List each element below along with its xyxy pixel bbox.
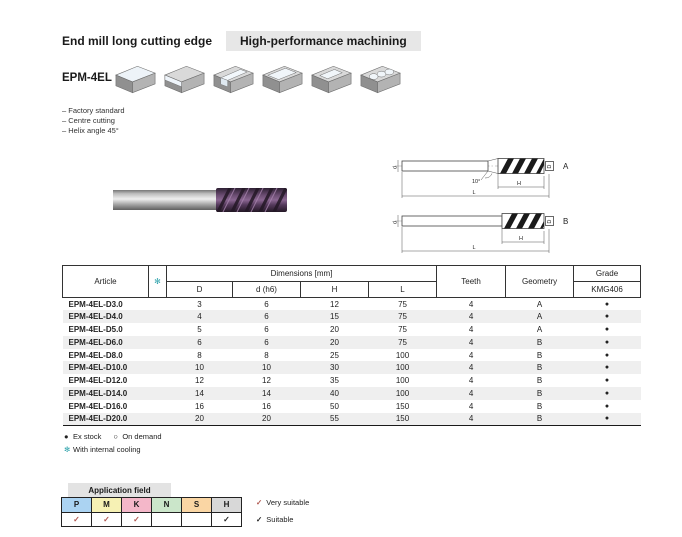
dim-label-l: L: [472, 190, 476, 196]
suitable-label: Suitable: [266, 515, 294, 524]
shank-diameter-cell: 6: [264, 337, 269, 347]
cutting-length-cell: 40: [330, 388, 339, 398]
table-row: [63, 323, 641, 336]
ex-stock-icon: ●: [64, 432, 69, 441]
table-row: [63, 336, 641, 349]
geometry-cell: A: [536, 324, 543, 334]
diameter-cell: 6: [197, 337, 202, 347]
suitability-check: [182, 512, 212, 527]
cooling-label: With internal cooling: [73, 445, 141, 454]
table-row: [63, 387, 641, 400]
diameter-cell: 12: [195, 376, 204, 386]
geometry-cell: B: [536, 350, 543, 360]
stock-indicator: ●: [604, 313, 610, 321]
suitability-legend: [256, 494, 309, 528]
stock-indicator: ●: [604, 389, 610, 397]
diagram-b: [392, 201, 572, 257]
application-group-label: H: [212, 498, 242, 513]
geometry-cell: A: [536, 312, 543, 322]
cooling-cell: [149, 387, 167, 400]
suitable-line: [256, 511, 309, 528]
overall-length-cell: 75: [398, 312, 407, 322]
diameter-cell: 3: [197, 299, 202, 309]
cooling-cell: [149, 310, 167, 323]
contour-milling-icon: [308, 59, 355, 99]
feature-note: – Centre cutting: [62, 116, 115, 125]
stock-indicator: ●: [604, 300, 610, 308]
shank-diameter-cell: 12: [262, 376, 271, 386]
table-row: [63, 361, 641, 374]
stock-legend-line: [64, 430, 162, 443]
stock-indicator: ●: [604, 351, 610, 359]
table-row: [63, 374, 641, 387]
column-header-grade-value: KMG406: [574, 282, 641, 298]
teeth-cell: 4: [468, 376, 474, 386]
cutting-length-cell: 25: [330, 350, 339, 360]
application-group-label: P: [62, 498, 92, 513]
column-header-article: Article: [63, 266, 149, 298]
feature-note: – Helix angle 45°: [62, 126, 119, 135]
shank-diameter-cell: 20: [262, 414, 271, 424]
cutting-length-cell: 20: [330, 337, 339, 347]
teeth-cell: 4: [468, 337, 474, 347]
geometry-cell: A: [536, 299, 543, 309]
column-group-dimensions: Dimensions [mm]: [167, 266, 437, 282]
application-field-table: [61, 497, 242, 527]
angle-label: 10°: [472, 179, 481, 185]
dim-label-d: d: [392, 165, 399, 169]
cooling-cell: [149, 374, 167, 387]
shank-diameter-cell: 6: [264, 312, 269, 322]
shank-diameter-cell: 16: [262, 401, 271, 411]
category-badge: High-performance machining: [226, 31, 421, 51]
overall-length-cell: 100: [395, 388, 410, 398]
article-cell: EPM-4EL-D8.0: [68, 350, 123, 360]
dim-label-D: D: [547, 219, 553, 224]
application-field-header-row: [62, 498, 242, 513]
diameter-cell: 16: [195, 401, 204, 411]
cooling-cell: [149, 336, 167, 349]
cutting-length-cell: 15: [330, 312, 339, 322]
table-header: [63, 266, 641, 298]
overall-length-cell: 75: [398, 324, 407, 334]
table-row: [63, 400, 641, 413]
cooling-cell: [149, 400, 167, 413]
feature-note: – Factory standard: [62, 106, 125, 115]
specification-table: [62, 265, 641, 426]
diameter-cell: 5: [197, 324, 202, 334]
overall-length-cell: 75: [398, 337, 407, 347]
end-mill-photo: [113, 185, 290, 215]
cutting-length-cell: 30: [330, 363, 339, 373]
article-cell: EPM-4EL-D5.0: [68, 324, 123, 334]
column-header-grade: Grade: [574, 266, 641, 282]
dim-label-h: H: [517, 181, 521, 187]
geometry-cell: B: [536, 414, 543, 424]
stock-indicator: ●: [604, 377, 610, 385]
column-header-L: L: [369, 282, 437, 298]
article-cell: EPM-4EL-D20.0: [68, 414, 128, 424]
diameter-cell: 14: [195, 388, 204, 398]
face-milling-icon: [112, 59, 159, 99]
geometry-b-label: B: [563, 217, 569, 226]
diameter-cell: 4: [197, 312, 202, 322]
slot-milling-icon: [210, 59, 257, 99]
stock-indicator: ●: [604, 325, 610, 333]
cooling-cell: [149, 349, 167, 362]
application-icons: [112, 59, 404, 99]
cooling-legend-line: [64, 443, 162, 456]
cutting-length-cell: 20: [330, 324, 339, 334]
application-group-label: K: [122, 498, 152, 513]
dim-label-h: H: [519, 236, 523, 242]
table-row: [63, 310, 641, 323]
internal-cooling-icon: ✻: [64, 445, 71, 454]
diameter-cell: 20: [195, 414, 204, 424]
diameter-cell: 10: [195, 363, 204, 373]
overall-length-cell: 100: [395, 350, 410, 360]
column-header-H: H: [301, 282, 369, 298]
cutting-length-cell: 12: [330, 299, 339, 309]
stock-indicator: ●: [604, 338, 610, 346]
teeth-cell: 4: [468, 324, 474, 334]
product-row: [62, 59, 404, 99]
teeth-cell: 4: [468, 312, 474, 322]
table-body: [63, 298, 641, 426]
suitability-check: ✓: [212, 512, 242, 527]
cutting-length-cell: 35: [330, 376, 339, 386]
suitability-check: ✓: [62, 512, 92, 527]
plunge-milling-icon: [357, 59, 404, 99]
article-cell: EPM-4EL-D10.0: [68, 363, 128, 373]
suitability-check: ✓: [92, 512, 122, 527]
dim-label-l: L: [472, 245, 476, 251]
article-cell: EPM-4EL-D4.0: [68, 312, 123, 322]
diagram-a: [392, 146, 572, 202]
very-suitable-check-icon: ✓: [256, 498, 263, 507]
very-suitable-label: Very suitable: [266, 498, 310, 507]
table-row: [63, 349, 641, 362]
teeth-cell: 4: [468, 299, 474, 309]
geometry-cell: B: [536, 388, 543, 398]
column-header-teeth: Teeth: [437, 266, 506, 298]
page-title: End mill long cutting edge: [62, 34, 212, 48]
ex-stock-label: Ex stock: [73, 432, 102, 441]
teeth-cell: 4: [468, 414, 474, 424]
geometry-cell: B: [536, 337, 543, 347]
geometry-a-label: A: [563, 162, 569, 171]
shank-diameter-cell: 10: [262, 363, 271, 373]
feature-notes: [62, 106, 125, 136]
column-header-d-h6: d (h6): [233, 282, 301, 298]
article-cell: EPM-4EL-D14.0: [68, 388, 128, 398]
shoulder-milling-icon: [161, 59, 208, 99]
application-group-label: M: [92, 498, 122, 513]
stock-indicator: ●: [604, 364, 610, 372]
application-group-label: S: [182, 498, 212, 513]
application-field-title: Application field: [68, 483, 171, 497]
cooling-cell: [149, 323, 167, 336]
teeth-cell: 4: [468, 350, 474, 360]
column-header-D: D: [167, 282, 233, 298]
dim-label-d: d: [392, 220, 399, 224]
teeth-cell: 4: [468, 363, 474, 373]
article-cell: EPM-4EL-D12.0: [68, 376, 128, 386]
cooling-cell: [149, 413, 167, 426]
column-header-geometry: Geometry: [506, 266, 574, 298]
product-name: EPM-4EL: [62, 72, 112, 84]
on-demand-icon: ○: [113, 432, 118, 441]
stock-indicator: ●: [604, 415, 610, 423]
stock-indicator: ●: [604, 402, 610, 410]
suitability-check: ✓: [122, 512, 152, 527]
shank-diameter-cell: 6: [264, 299, 269, 309]
table-row: [63, 298, 641, 311]
table-row: [63, 413, 641, 426]
cutting-length-cell: 50: [330, 401, 339, 411]
very-suitable-line: [256, 494, 309, 511]
article-cell: EPM-4EL-D3.0: [68, 299, 123, 309]
overall-length-cell: 150: [395, 414, 410, 424]
suitable-check-icon: ✓: [256, 515, 263, 524]
article-cell: EPM-4EL-D16.0: [68, 401, 128, 411]
geometry-cell: B: [536, 363, 543, 373]
overall-length-cell: 150: [395, 401, 410, 411]
application-field-check-row: [62, 512, 242, 527]
suitability-check: [152, 512, 182, 527]
overall-length-cell: 100: [395, 363, 410, 373]
shank-diameter-cell: 14: [262, 388, 271, 398]
geometry-cell: B: [536, 401, 543, 411]
teeth-cell: 4: [468, 401, 474, 411]
internal-cooling-icon: ✻: [149, 266, 167, 298]
cutting-length-cell: 55: [330, 414, 339, 424]
overall-length-cell: 100: [395, 376, 410, 386]
title-row: [62, 31, 421, 51]
pocket-milling-icon: [259, 59, 306, 99]
on-demand-label: On demand: [122, 432, 162, 441]
overall-length-cell: 75: [398, 299, 407, 309]
dim-label-D: D: [547, 164, 553, 169]
shank-diameter-cell: 8: [264, 350, 269, 360]
shank-diameter-cell: 6: [264, 324, 269, 334]
stock-legend: [64, 430, 162, 456]
diameter-cell: 8: [197, 350, 202, 360]
article-cell: EPM-4EL-D6.0: [68, 337, 123, 347]
teeth-cell: 4: [468, 388, 474, 398]
geometry-cell: B: [536, 376, 543, 386]
application-group-label: N: [152, 498, 182, 513]
cooling-cell: [149, 361, 167, 374]
cooling-cell: [149, 298, 167, 311]
